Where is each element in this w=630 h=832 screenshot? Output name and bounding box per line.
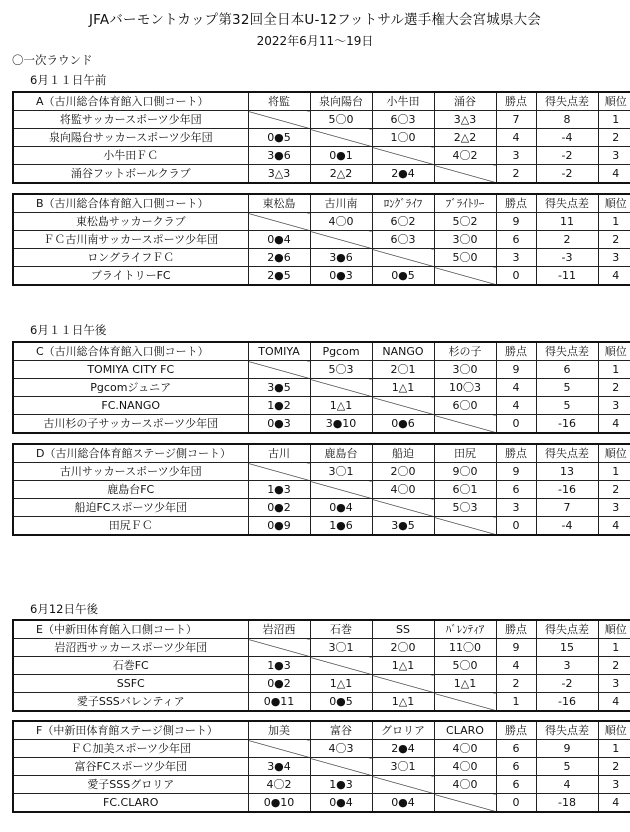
group-name: D（古川総合体育館ステージ側コート）: [13, 444, 248, 463]
rank: 2: [598, 231, 630, 249]
rank: 1: [598, 361, 630, 379]
match-result: 5〇0: [434, 657, 496, 675]
goal-difference: 5: [536, 379, 598, 397]
match-result: 4〇2: [434, 147, 496, 165]
match-result: 0●4: [310, 794, 372, 813]
stat-header: 順位: [598, 721, 630, 740]
team-row: [13, 231, 630, 249]
match-result: 0●5: [310, 693, 372, 712]
stat-header: 順位: [598, 194, 630, 213]
goal-difference: -2: [536, 147, 598, 165]
rank: 4: [598, 517, 630, 536]
match-result: 1△1: [372, 379, 434, 397]
match-result: 0●1: [310, 147, 372, 165]
team-row: [13, 249, 630, 267]
team-row: [13, 397, 630, 415]
self-match-cell: [248, 361, 310, 379]
goal-difference: 4: [536, 776, 598, 794]
self-match-cell: [372, 249, 434, 267]
stat-header: 得失点差: [536, 444, 598, 463]
points: 6: [496, 776, 536, 794]
rank: 2: [598, 481, 630, 499]
goal-difference: 3: [536, 657, 598, 675]
group-header-row: [13, 444, 630, 463]
group-header-row: [13, 620, 630, 639]
team-row: [13, 639, 630, 657]
self-match-cell: [372, 147, 434, 165]
stat-header: 勝点: [496, 342, 536, 361]
team-row: [13, 213, 630, 231]
team-row: [13, 129, 630, 147]
rank: 1: [598, 111, 630, 129]
self-match-cell: [434, 517, 496, 536]
match-result: 4〇3: [310, 740, 372, 758]
match-result: 1●3: [248, 481, 310, 499]
team-name: 田尻ＦＣ: [13, 517, 248, 536]
stat-header: 順位: [598, 620, 630, 639]
opponent-header: 石巻: [310, 620, 372, 639]
group-table: [12, 91, 630, 184]
match-result: 0●2: [248, 499, 310, 517]
self-match-cell: [372, 397, 434, 415]
opponent-header: 古川: [248, 444, 310, 463]
match-result: 2〇0: [372, 639, 434, 657]
self-match-cell: [434, 693, 496, 712]
match-result: 4〇0: [372, 481, 434, 499]
team-row: [13, 740, 630, 758]
points: 2: [496, 165, 536, 184]
group-name: F（中新田体育館ステージ側コート）: [13, 721, 248, 740]
match-result: 5〇3: [310, 361, 372, 379]
points: 0: [496, 267, 536, 286]
match-result: 1●6: [310, 517, 372, 536]
team-name: ロングライフＦＣ: [13, 249, 248, 267]
team-name: Pgcomジュニア: [13, 379, 248, 397]
goal-difference: -16: [536, 481, 598, 499]
match-result: 0●4: [372, 794, 434, 813]
points: 3: [496, 499, 536, 517]
match-result: 2〇0: [372, 463, 434, 481]
match-result: 3●10: [310, 415, 372, 434]
points: 3: [496, 147, 536, 165]
goal-difference: -16: [536, 415, 598, 434]
match-result: 0●4: [248, 231, 310, 249]
points: 9: [496, 639, 536, 657]
team-row: [13, 415, 630, 434]
rank: 3: [598, 249, 630, 267]
match-result: 2●4: [372, 165, 434, 184]
points: 4: [496, 397, 536, 415]
goal-difference: 6: [536, 361, 598, 379]
match-result: 6〇1: [434, 481, 496, 499]
opponent-header: 加美: [248, 721, 310, 740]
rank: 3: [598, 147, 630, 165]
goal-difference: -2: [536, 675, 598, 693]
goal-difference: 15: [536, 639, 598, 657]
points: 9: [496, 213, 536, 231]
goal-difference: 13: [536, 463, 598, 481]
match-result: 2△2: [310, 165, 372, 184]
self-match-cell: [434, 267, 496, 286]
team-row: [13, 693, 630, 712]
match-result: 3●6: [248, 147, 310, 165]
rank: 3: [598, 397, 630, 415]
rank: 4: [598, 794, 630, 813]
team-name: 泉向陽台サッカースポーツ少年団: [13, 129, 248, 147]
session-label: 6月１１日午後: [30, 323, 107, 337]
team-name: 古川杉の子サッカースポーツ少年団: [13, 415, 248, 434]
group-name: C（古川総合体育館入口側コート）: [13, 342, 248, 361]
opponent-header: グロリア: [372, 721, 434, 740]
group-header-row: [13, 194, 630, 213]
opponent-header: 鹿島台: [310, 444, 372, 463]
group-table: [12, 619, 630, 712]
match-result: 9〇0: [434, 463, 496, 481]
stat-header: 得失点差: [536, 342, 598, 361]
team-row: [13, 794, 630, 813]
stat-header: 勝点: [496, 92, 536, 111]
team-row: [13, 165, 630, 184]
opponent-header: 船迫: [372, 444, 434, 463]
opponent-header: Pgcom: [310, 342, 372, 361]
match-result: 11〇0: [434, 639, 496, 657]
goal-difference: 9: [536, 740, 598, 758]
opponent-header: 杉の子: [434, 342, 496, 361]
match-result: 1●3: [310, 776, 372, 794]
team-name: 愛子SSSバレンティア: [13, 693, 248, 712]
match-result: 6〇2: [372, 213, 434, 231]
self-match-cell: [310, 379, 372, 397]
match-result: 3●5: [248, 379, 310, 397]
match-result: 1△1: [372, 657, 434, 675]
rank: 2: [598, 129, 630, 147]
match-result: 1〇0: [372, 129, 434, 147]
self-match-cell: [310, 129, 372, 147]
match-result: 3●4: [248, 758, 310, 776]
self-match-cell: [434, 794, 496, 813]
points: 6: [496, 740, 536, 758]
points: 2: [496, 675, 536, 693]
match-result: 1△1: [310, 675, 372, 693]
team-name: 愛子SSSグロリア: [13, 776, 248, 794]
rank: 3: [598, 499, 630, 517]
group-table: [12, 443, 630, 536]
points: 9: [496, 361, 536, 379]
match-result: 3〇0: [434, 231, 496, 249]
match-result: 1●3: [248, 657, 310, 675]
team-row: [13, 379, 630, 397]
match-result: 4〇0: [434, 776, 496, 794]
points: 0: [496, 794, 536, 813]
round-label: 〇一次ラウンド: [12, 53, 93, 67]
group-name: E（中新田体育館入口側コート）: [13, 620, 248, 639]
self-match-cell: [372, 675, 434, 693]
rank: 4: [598, 267, 630, 286]
match-result: 2●5: [248, 267, 310, 286]
group-table: [12, 341, 630, 434]
goal-difference: 7: [536, 499, 598, 517]
points: 0: [496, 517, 536, 536]
match-result: 4〇0: [310, 213, 372, 231]
match-result: 3〇1: [310, 639, 372, 657]
points: 9: [496, 463, 536, 481]
team-name: 石巻FC: [13, 657, 248, 675]
team-name: TOMIYA CITY FC: [13, 361, 248, 379]
self-match-cell: [310, 758, 372, 776]
self-match-cell: [434, 415, 496, 434]
self-match-cell: [372, 776, 434, 794]
match-result: 0●4: [310, 499, 372, 517]
rank: 4: [598, 165, 630, 184]
team-row: [13, 758, 630, 776]
goal-difference: -11: [536, 267, 598, 286]
match-result: 3●6: [310, 249, 372, 267]
match-result: 5〇2: [434, 213, 496, 231]
match-result: 0●2: [248, 675, 310, 693]
stat-header: 勝点: [496, 620, 536, 639]
rank: 1: [598, 740, 630, 758]
match-result: 2●6: [248, 249, 310, 267]
points: 6: [496, 231, 536, 249]
goal-difference: -2: [536, 165, 598, 184]
points: 1: [496, 693, 536, 712]
points: 4: [496, 657, 536, 675]
opponent-header: 将監: [248, 92, 310, 111]
goal-difference: 5: [536, 758, 598, 776]
group-table: [12, 193, 630, 286]
self-match-cell: [434, 165, 496, 184]
team-row: [13, 657, 630, 675]
team-name: ＦＣ加美スポーツ少年団: [13, 740, 248, 758]
team-name: 古川サッカースポーツ少年団: [13, 463, 248, 481]
match-result: 3〇1: [310, 463, 372, 481]
stat-header: 勝点: [496, 721, 536, 740]
match-result: 1●2: [248, 397, 310, 415]
stat-header: 順位: [598, 92, 630, 111]
match-result: 5〇3: [434, 499, 496, 517]
points: 6: [496, 758, 536, 776]
points: 4: [496, 129, 536, 147]
team-name: ブライトリーFC: [13, 267, 248, 286]
opponent-header: TOMIYA: [248, 342, 310, 361]
match-result: 1△1: [434, 675, 496, 693]
match-result: 1△1: [372, 693, 434, 712]
team-name: FC.NANGO: [13, 397, 248, 415]
rank: 3: [598, 776, 630, 794]
team-row: [13, 776, 630, 794]
rank: 1: [598, 639, 630, 657]
points: 6: [496, 481, 536, 499]
self-match-cell: [310, 231, 372, 249]
match-result: 0●3: [310, 267, 372, 286]
points: 0: [496, 415, 536, 434]
opponent-header: ﾌﾞﾗｲﾄﾘｰ: [434, 194, 496, 213]
opponent-header: ﾊﾞﾚﾝﾃｨｱ: [434, 620, 496, 639]
match-result: 3△3: [434, 111, 496, 129]
team-row: [13, 361, 630, 379]
goal-difference: 5: [536, 397, 598, 415]
self-match-cell: [310, 657, 372, 675]
match-result: 3△3: [248, 165, 310, 184]
points: 3: [496, 249, 536, 267]
group-table: [12, 720, 630, 813]
stat-header: 得失点差: [536, 92, 598, 111]
match-result: 6〇3: [372, 111, 434, 129]
match-result: 1△1: [310, 397, 372, 415]
match-result: 3●5: [372, 517, 434, 536]
rank: 2: [598, 657, 630, 675]
group-header-row: [13, 342, 630, 361]
opponent-header: 東松島: [248, 194, 310, 213]
team-name: 小牛田ＦＣ: [13, 147, 248, 165]
rank: 1: [598, 213, 630, 231]
team-name: 東松島サッカークラブ: [13, 213, 248, 231]
points: 4: [496, 379, 536, 397]
stat-header: 得失点差: [536, 194, 598, 213]
team-row: [13, 463, 630, 481]
self-match-cell: [248, 213, 310, 231]
group-header-row: [13, 92, 630, 111]
match-result: 3〇1: [372, 758, 434, 776]
opponent-header: 古川南: [310, 194, 372, 213]
rank: 4: [598, 693, 630, 712]
match-result: 4〇0: [434, 740, 496, 758]
rank: 4: [598, 415, 630, 434]
stat-header: 得失点差: [536, 620, 598, 639]
match-result: 5〇0: [434, 249, 496, 267]
match-result: 0●11: [248, 693, 310, 712]
team-row: [13, 481, 630, 499]
group-name: A（古川総合体育館入口側コート）: [13, 92, 248, 111]
points: 7: [496, 111, 536, 129]
opponent-header: ﾛﾝｸﾞﾗｲﾌ: [372, 194, 434, 213]
goal-difference: -3: [536, 249, 598, 267]
self-match-cell: [310, 481, 372, 499]
rank: 3: [598, 675, 630, 693]
team-name: 富谷FCスポーツ少年団: [13, 758, 248, 776]
opponent-header: 田尻: [434, 444, 496, 463]
rank: 1: [598, 463, 630, 481]
match-result: 2〇1: [372, 361, 434, 379]
opponent-header: 小牛田: [372, 92, 434, 111]
stat-header: 順位: [598, 444, 630, 463]
group-name: B（古川総合体育館入口側コート）: [13, 194, 248, 213]
opponent-header: NANGO: [372, 342, 434, 361]
team-name: 涌谷フットボールクラブ: [13, 165, 248, 184]
goal-difference: 11: [536, 213, 598, 231]
match-result: 10〇3: [434, 379, 496, 397]
rank: 2: [598, 758, 630, 776]
goal-difference: -4: [536, 129, 598, 147]
match-result: 2△2: [434, 129, 496, 147]
opponent-header: 泉向陽台: [310, 92, 372, 111]
match-result: 0●5: [372, 267, 434, 286]
page-title: JFAバーモントカップ第32回全日本U-12フットサル選手権大会宮城県大会: [88, 12, 542, 28]
self-match-cell: [248, 740, 310, 758]
goal-difference: 8: [536, 111, 598, 129]
team-name: 船迫FCスポーツ少年団: [13, 499, 248, 517]
team-row: [13, 147, 630, 165]
match-result: 0●5: [248, 129, 310, 147]
self-match-cell: [248, 639, 310, 657]
goal-difference: 2: [536, 231, 598, 249]
self-match-cell: [372, 499, 434, 517]
team-row: [13, 499, 630, 517]
opponent-header: 涌谷: [434, 92, 496, 111]
self-match-cell: [248, 111, 310, 129]
session-label: 6月１１日午前: [30, 73, 107, 87]
match-result: 0●10: [248, 794, 310, 813]
stat-header: 得失点差: [536, 721, 598, 740]
stat-header: 勝点: [496, 194, 536, 213]
opponent-header: CLARO: [434, 721, 496, 740]
stat-header: 勝点: [496, 444, 536, 463]
team-name: 将監サッカースポーツ少年団: [13, 111, 248, 129]
match-result: 4〇0: [434, 758, 496, 776]
opponent-header: 岩沼西: [248, 620, 310, 639]
match-result: 6〇0: [434, 397, 496, 415]
match-result: 0●3: [248, 415, 310, 434]
tournament-dates: 2022年6月11～19日: [256, 34, 374, 48]
opponent-header: SS: [372, 620, 434, 639]
goal-difference: -4: [536, 517, 598, 536]
session-label: 6月12日午後: [30, 602, 98, 616]
match-result: 4〇2: [248, 776, 310, 794]
team-name: 岩沼西サッカースポーツ少年団: [13, 639, 248, 657]
rank: 2: [598, 379, 630, 397]
team-name: ＦＣ古川南サッカースポーツ少年団: [13, 231, 248, 249]
stat-header: 順位: [598, 342, 630, 361]
goal-difference: -16: [536, 693, 598, 712]
self-match-cell: [248, 463, 310, 481]
opponent-header: 富谷: [310, 721, 372, 740]
team-row: [13, 675, 630, 693]
group-header-row: [13, 721, 630, 740]
team-name: FC.CLARO: [13, 794, 248, 813]
match-result: 0●6: [372, 415, 434, 434]
team-row: [13, 267, 630, 286]
team-row: [13, 517, 630, 536]
team-name: 鹿島台FC: [13, 481, 248, 499]
match-result: 3〇0: [434, 361, 496, 379]
match-result: 5〇0: [310, 111, 372, 129]
team-name: SSFC: [13, 675, 248, 693]
goal-difference: -18: [536, 794, 598, 813]
match-result: 6〇3: [372, 231, 434, 249]
team-row: [13, 111, 630, 129]
match-result: 2●4: [372, 740, 434, 758]
match-result: 0●9: [248, 517, 310, 536]
